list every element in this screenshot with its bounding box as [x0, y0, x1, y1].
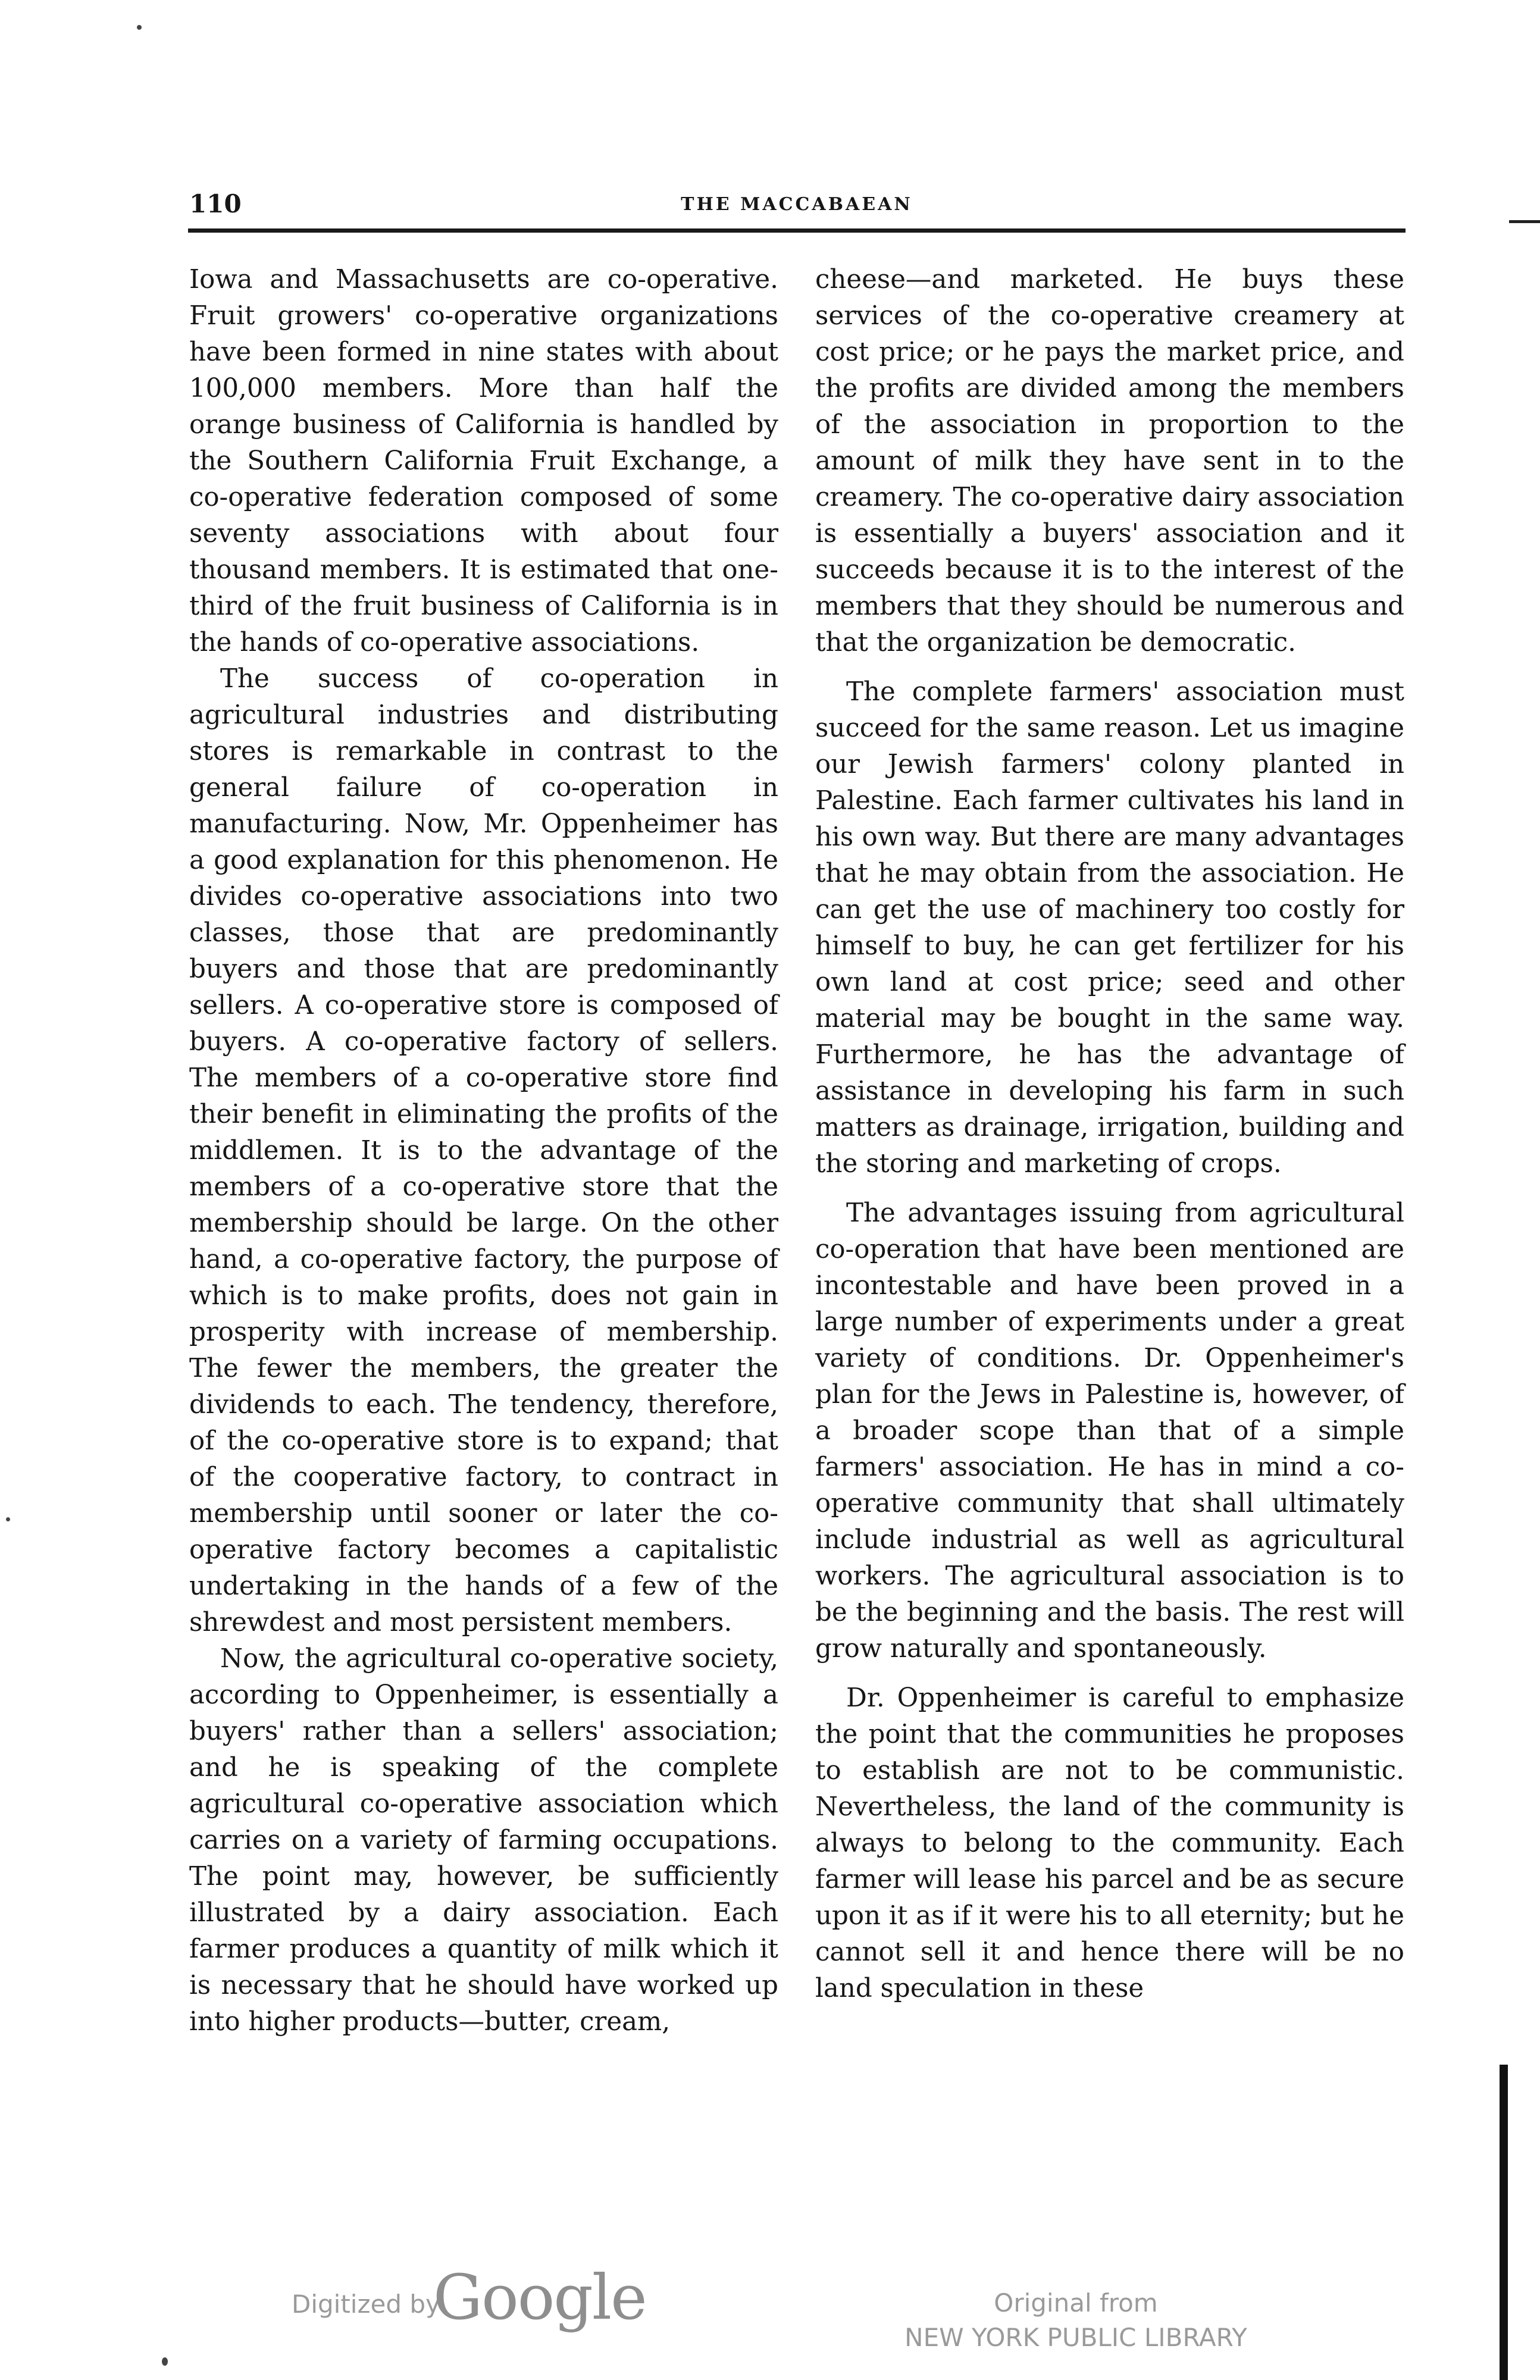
library-name: NEW YORK PUBLIC LIBRARY: [904, 2323, 1247, 2352]
paragraph: The advantages issuing from agricultural co-operation that have been mentioned are incontestable and have been proved in a large number of experiments under a great variety of conditions. Dr. Oppenheimer's plan for the Jews in Palestine is, however, of a broader scope than that of a simple farmers' association. He has in mind a co-operative community that shall ultimately include industrial as well as agricultural workers. The agricultural association is to be the beginning and the basis. The rest will grow naturally and spontaneously.: [815, 1198, 1404, 1664]
right-column: [815, 262, 1404, 2007]
scan-speck: [162, 2357, 168, 2366]
paragraph: Iowa and Massachusetts are co-operative. Fruit growers' co-operative organizations have been formed in nine states with about 100,000 members. More than half the orange business of California is handled by the Southern California Fruit Exchange, a co-operative federation composed of some seventy associations with about four thousand members. It is estimated that one-third of the fruit business of California is in the hands of co-operative associations.: [189, 265, 778, 657]
adjacent-page-edge: [1500, 2065, 1508, 2380]
digitized-by-label: Digitized by: [292, 2290, 440, 2319]
paragraph: The success of co-operation in agricultural industries and distributing stores is remarkable in contrast to the general failure of co-operation in manufacturing. Now, Mr. Oppenheimer has a good explanation for this phenomenon. He divides co-operative associations into two classes, those that are predominantly buyers and those that are predominantly sellers. A co-operative store is composed of buyers. A co-operative factory of sellers. The members of a co-operative store find their benefit in eliminating the profits of the middlemen. It is to the advantage of the members of a co-operative store that the membership should be large. On the other hand, a co-operative factory, the purpose of which is to make profits, does not gain in prosperity with increase of membership. The fewer the members, the greater the dividends to each. The tendency, therefore, of the co-operative store is to expand; that of the cooperative factory, to contract in membership until sooner or later the co-operative factory becomes a capitalistic undertaking in the hands of a few of the shrewdest and most persistent members.: [189, 664, 778, 1637]
page-header: [189, 189, 1404, 227]
paragraph: The complete farmers' association must succeed for the same reason. Let us imagine our Jewish farmers' colony planted in Palestine. Each farmer cultivates his land in his own way. But there are many advantages that he may obtain from the association. He can get the use of machinery too costly for himself to buy, he can get fertilizer for his own land at cost price; seed and other material may be bought in the same way. Furthermore, he has the advantage of assistance in developing his farm in such matters as drainage, irrigation, building and the storing and marketing of crops.: [815, 677, 1404, 1179]
scan-speck: [137, 25, 142, 30]
google-logo: Google: [433, 2261, 646, 2334]
paragraph: Dr. Oppenheimer is careful to emphasize the point that the communities he proposes to establish are not to be communistic. Nevertheless, the land of the community is always to belong to the community. Each farmer will lease his parcel and be as secure upon it as if it were his to all eternity; but he cannot sell it and hence there will be no land speculation in these: [815, 1683, 1404, 2003]
adjacent-page-rule: [1509, 220, 1540, 223]
original-from-label: Original from: [994, 2288, 1158, 2318]
scan-speck: [6, 1517, 10, 1521]
header-rule: [188, 228, 1406, 233]
page-number: 110: [189, 189, 242, 218]
left-column: [189, 262, 778, 2040]
paragraph: Now, the agricultural co-operative society, according to Oppenheimer, is essentially a buyers' rather than a sellers' association; and he is speaking of the complete agricultural co-operative association which carries on a variety of farming occupations. The point may, however, be sufficiently illustrated by a dairy association. Each farmer produces a quantity of milk which it is necessary that he should have worked up into higher products—butter, cream,: [189, 1644, 778, 2037]
running-head: THE MACCABAEAN: [681, 194, 913, 215]
paragraph: cheese—and marketed. He buys these services of the co-operative creamery at cost price; or he pays the market price, and the profits are divided among the members of the association in proportion to the amount of milk they have sent in to the creamery. The co-operative dairy association is essentially a buyers' association and it succeeds because it is to the interest of the members that they should be numerous and that the organization be democratic.: [815, 265, 1404, 657]
